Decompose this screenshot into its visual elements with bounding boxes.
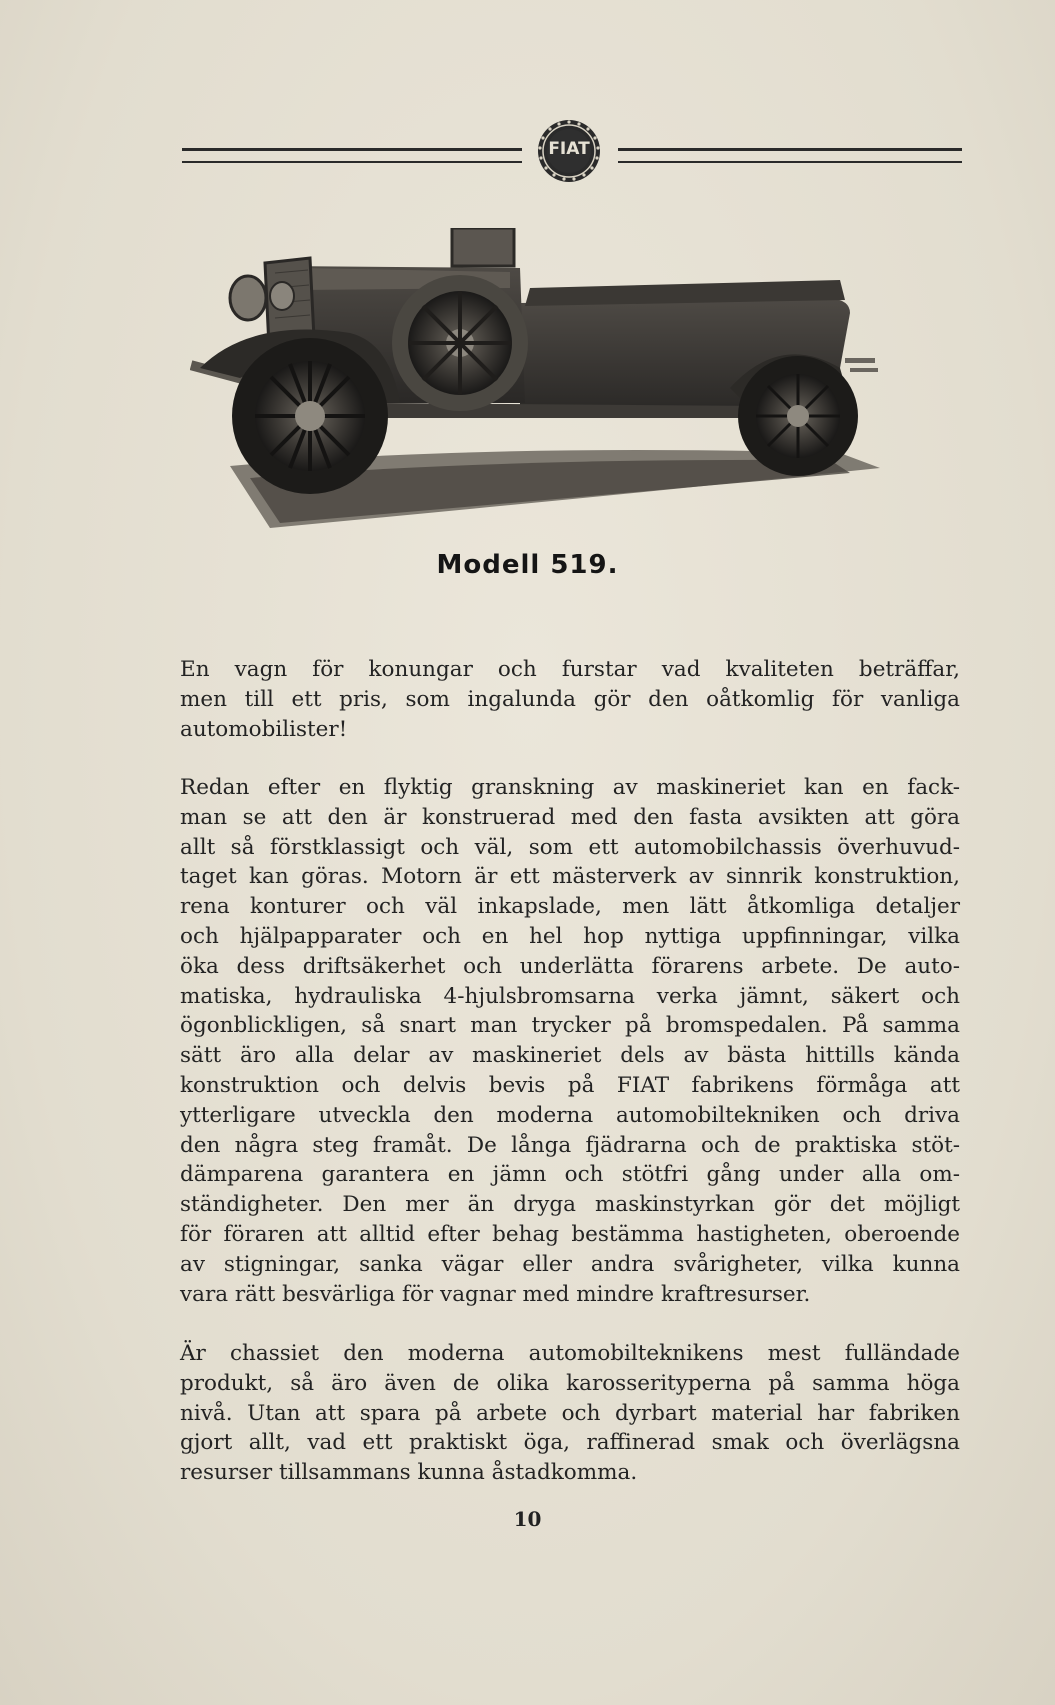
text-line: sätt äro alla delar av maskineriet dels av bästa hittills kända bbox=[180, 1043, 960, 1069]
text-line: men till ett pris, som ingalunda gör den oåtkomlig för vanliga bbox=[180, 686, 960, 712]
text-line: den några steg framåt. De långa fjädrarna och de praktiska stöt- bbox=[180, 1132, 960, 1158]
logo-text: FIAT bbox=[548, 139, 590, 159]
text-line: produkt, så äro även de olika karosserityperna på samma höga bbox=[180, 1370, 960, 1396]
car-photo bbox=[190, 228, 930, 528]
text-line: för föraren att alltid efter behag bestämma hastigheten, oberoende bbox=[180, 1221, 960, 1247]
text-line: öka dess driftsäkerhet och underlätta förarens arbete. De auto- bbox=[180, 953, 960, 979]
text-line: nivå. Utan att spara på arbete och dyrbart material har fabriken bbox=[180, 1400, 960, 1426]
text-line: vara rätt besvärliga för vagnar med mindre kraftresurser. bbox=[180, 1281, 811, 1307]
paragraph-intro bbox=[180, 655, 960, 744]
text-line: En vagn för konungar och furstar vad kvaliteten beträffar, bbox=[180, 657, 960, 682]
text-line: ständigheter. Den mer än dryga maskinstyrkan gör det möjligt bbox=[180, 1192, 960, 1218]
text-line: man se att den är konstruerad med den fasta avsikten att göra bbox=[180, 804, 960, 830]
text-line: allt så förstklassigt och väl, som ett automobilchassis överhuvud- bbox=[180, 834, 960, 860]
text-line: taget kan göras. Motorn är ett mästerverk av sinnrik konstruktion, bbox=[180, 864, 960, 890]
text-line: Är chassiet den moderna automobilteknikens mest fulländade bbox=[180, 1341, 960, 1366]
header-rule-right bbox=[618, 148, 962, 163]
header-rule-left bbox=[182, 148, 522, 163]
text-line: och hjälpapparater och en hel hop nyttiga uppfinningar, vilka bbox=[180, 923, 960, 949]
text-line: ögonblickligen, så snart man trycker på bromspedalen. På samma bbox=[180, 1013, 960, 1039]
page-number: 10 bbox=[513, 1507, 542, 1531]
paragraph-coachwork bbox=[180, 1339, 960, 1488]
text-line: gjort allt, vad ett praktiskt öga, raffinerad smak och överlägsna bbox=[180, 1430, 960, 1456]
figure-caption: Modell 519. bbox=[436, 550, 619, 580]
text-line: av stigningar, sanka vägar eller andra svårigheter, vilka kunna bbox=[180, 1251, 960, 1277]
text-line: konstruktion och delvis bevis på FIAT fabrikens förmåga att bbox=[180, 1072, 960, 1098]
fiat-logo-icon bbox=[535, 117, 603, 185]
paragraph-engine bbox=[180, 773, 960, 1309]
text-line: resurser tillsammans kunna åstadkomma. bbox=[180, 1460, 638, 1486]
text-line: dämparena garantera en jämn och stötfri gång under alla om- bbox=[180, 1162, 960, 1188]
text-line: ytterligare utveckla den moderna automobiltekniken och driva bbox=[180, 1102, 960, 1128]
text-line: rena konturer och väl inkapslade, men lätt åtkomliga detaljer bbox=[180, 894, 960, 920]
text-line: automobilister! bbox=[180, 716, 348, 742]
text-line: Redan efter en flyktig granskning av maskineriet kan en fack- bbox=[180, 775, 960, 800]
text-line: matiska, hydrauliska 4-hjulsbromsarna verka jämnt, säkert och bbox=[180, 983, 960, 1009]
